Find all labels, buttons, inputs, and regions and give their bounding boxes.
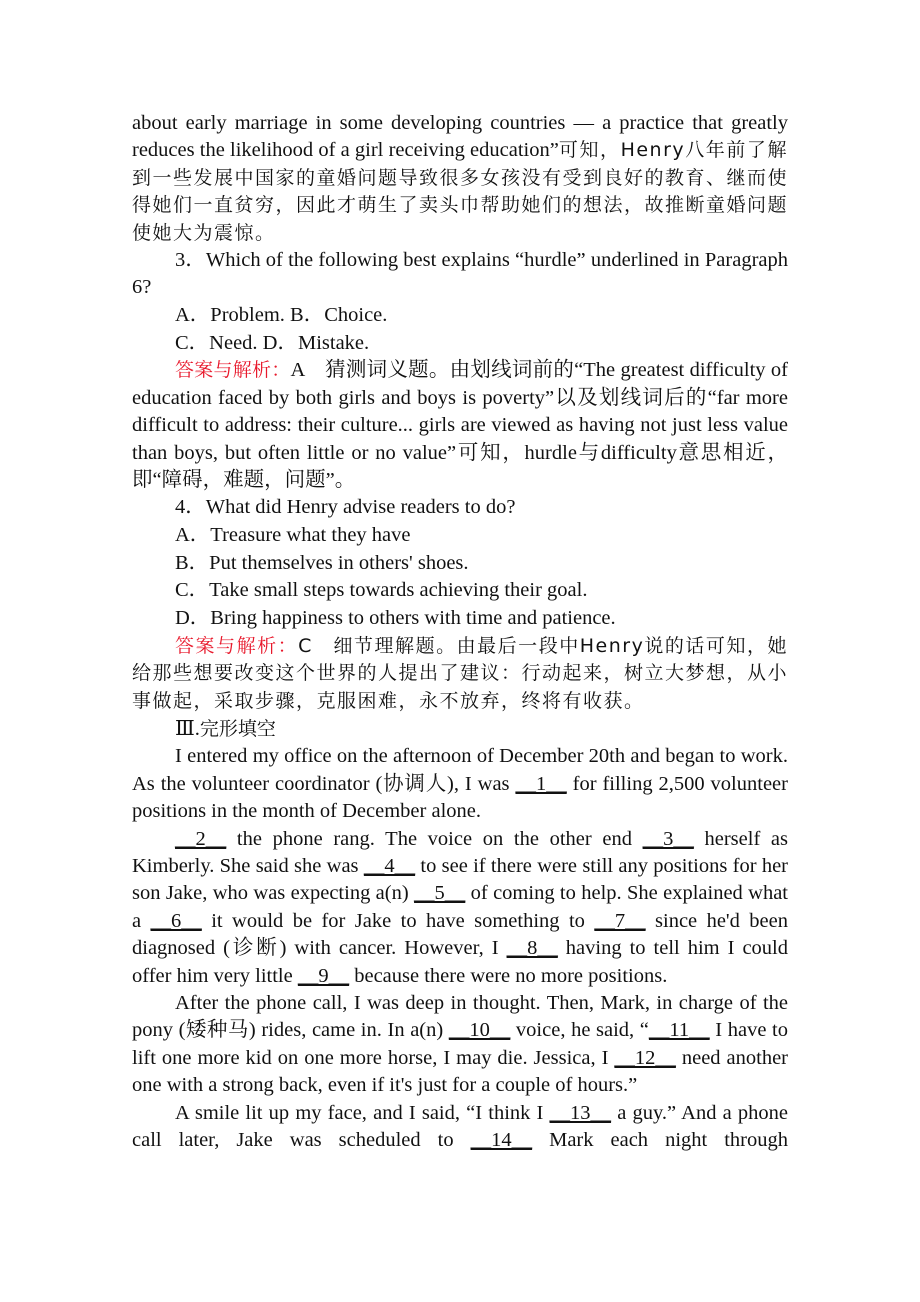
q2-quote: about early marriage in some developing countries — a practice that greatly reduces the likelihood of a girl receiving education” — [132, 112, 788, 162]
section-heading — [132, 715, 788, 743]
cloze-blank-3: __3__ — [642, 827, 694, 850]
cloze-blank-14: __14__ — [470, 1128, 533, 1151]
q2-explanation-tail — [132, 110, 788, 247]
cloze-blank-12: __12__ — [614, 1046, 676, 1069]
question-3-answer — [132, 357, 788, 494]
question-3-stem: 3．Which of the following best explains “hurdle” underlined in Paragraph 6? — [132, 249, 788, 299]
cloze-blank-9: __9__ — [297, 964, 350, 987]
cloze-blank-1: __1__ — [515, 772, 567, 795]
cloze-blank-5: __5__ — [414, 882, 466, 905]
section-numeral: Ⅲ. — [175, 718, 200, 741]
q2-chinese-explanation: 可知，Henry八年前了解到一些发展中国家的童婚问题导致很多女孩没有受到良好的教育、继而使得她们一直贫穷，因此才萌生了卖头巾帮助她们的想法，故推断童婚问题使她大为震惊。 — [132, 139, 789, 244]
cloze-blank-6: __6__ — [150, 909, 202, 932]
question-3-explanation: A 猜测词义题。由划线词前的“The greatest difficulty of education faced by both girls and boys is poverty”以及划线词后的“far more difficult to address: their culture... girls are viewed as having not just less value than boys, but often little or no value”可知，hurdle与difficulty意思相近，即“障碍，难题，问题”。 — [132, 359, 788, 492]
section-title: 完形填空 — [199, 718, 276, 741]
question-4-explanation: C 细节理解题。由最后一段中Henry说的话可知，她给那些想要改变这个世界的人提出了建议：行动起来，树立大梦想，从小事做起，采取步骤，克服困难，永不放弃，终将有收获。 — [132, 635, 789, 712]
cloze-blank-4: __4__ — [363, 854, 416, 877]
document-page — [132, 110, 788, 1154]
question-3-options-cd: C．Need. D．Mistake. — [175, 331, 370, 354]
cloze-blank-7: __7__ — [594, 909, 646, 932]
question-4-option-c: C．Take small steps towards achieving their goal. — [175, 579, 588, 602]
question-4-option-d: D．Bring happiness to others with time and patience. — [175, 607, 616, 630]
cloze-paragraph-3: After the phone call, I was deep in thought. Then, Mark, in charge of the pony (矮种马) rides, came in. In a(n) __10__ voice, he said, “__11__ I have to lift one more kid on one more horse, I may die. Jessica, I __12__ need another one with a strong back, even if it's just for a couple of hours.” — [132, 991, 789, 1097]
cloze-blank-8: __8__ — [506, 937, 558, 960]
cloze-paragraph-1: I entered my office on the afternoon of December 20th and began to work. As the volunteer coordinator (协调人), I was __1__ for filling 2,500 volunteer positions in the month of December alone. — [132, 745, 788, 823]
answer-label: 答案与解析： — [175, 635, 299, 658]
question-4-option-a: A．Treasure what they have — [175, 523, 411, 546]
cloze-blank-2: __2__ — [175, 827, 227, 850]
cloze-blank-11: __11__ — [648, 1019, 710, 1042]
question-4-stem: 4．What did Henry advise readers to do? — [175, 496, 516, 519]
answer-label: 答案与解析： — [175, 359, 291, 382]
cloze-paragraph-4: A smile lit up my face, and I said, “I think I __13__ a guy.” And a phone call later, Jake was scheduled to __14__ Mark each night through — [132, 1101, 788, 1151]
cloze-blank-10: __10__ — [448, 1019, 511, 1042]
question-3-options-ab: A．Problem. B．Choice. — [175, 303, 388, 326]
question-4-option-b: B．Put themselves in others' shoes. — [175, 551, 469, 574]
cloze-paragraph-2: __2__ the phone rang. The voice on the other end __3__ herself as Kimberly. She said she was __4__ to see if there were still any positions for her son Jake, who was expecting a(n) __5__ of coming to help. She explained what a __6__ it would be for Jake to have something to __7__ since he'd been diagnosed (诊断) with cancer. However, I __8__ having to tell him I could offer him very little __9__ because there were no more positions. — [132, 827, 789, 987]
question-4-answer — [132, 633, 788, 715]
cloze-blank-13: __13__ — [549, 1101, 612, 1124]
